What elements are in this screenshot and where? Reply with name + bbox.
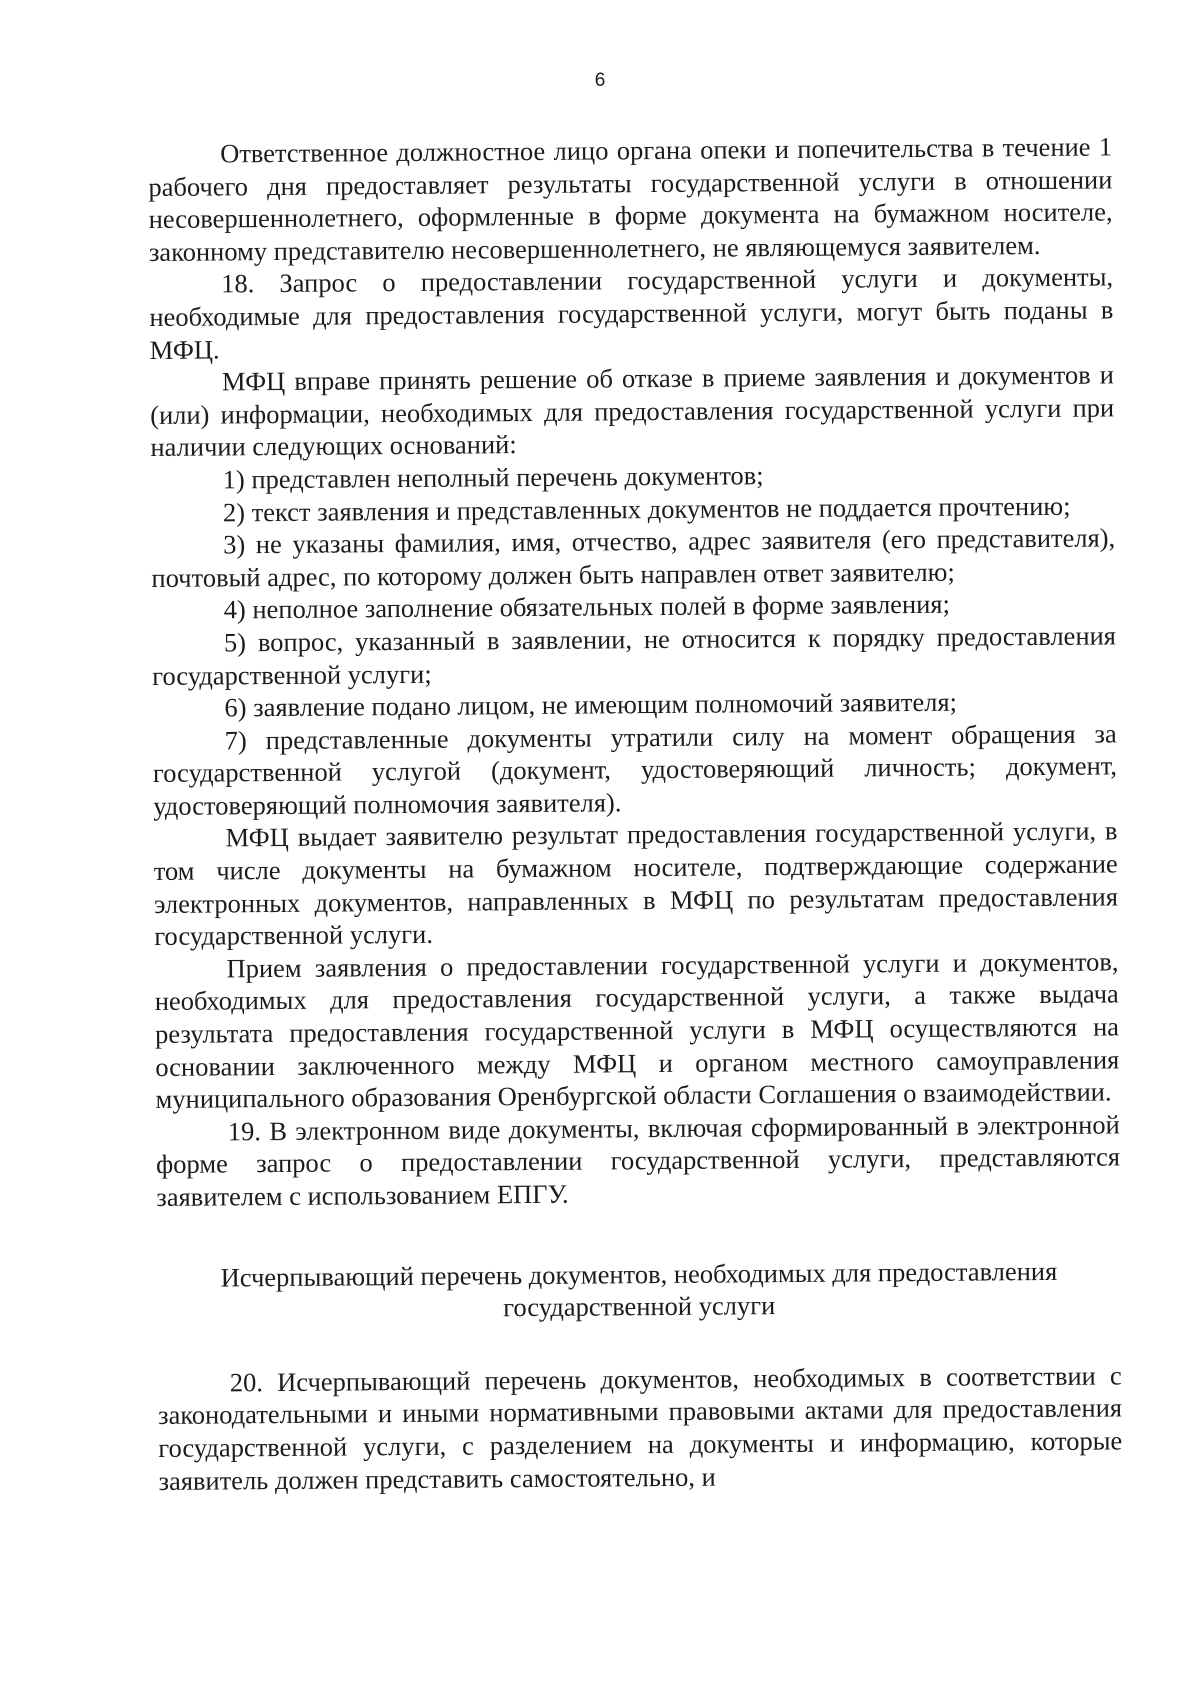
paragraph-guardian-result: Ответственное должностное лицо органа опеки и попечительства в течение 1 рабочего дня предоставляет результаты государственной услуги в отношении несовершеннолетнего, оформленные в форме документа на бумажном носителе, законному представителю несовершеннолетнего, не являющемуся заявителем. [148, 131, 1113, 267]
document-body [148, 130, 1123, 1497]
paragraph-mfc-issues-result: МФЦ выдает заявителю результат предоставления государственной услуги, в том числе документы на бумажном носителе, подтверждающие содержание электронных документов, направленных в МФЦ по результатам предоставления государственной услуги. [153, 815, 1119, 952]
section-heading [157, 1254, 1121, 1327]
refusal-ground-5: 5) вопрос, указанный в заявлении, не относится к порядку предоставления государственной услуги; [152, 620, 1117, 691]
refusal-ground-6: 6) заявление подано лицом, не имеющим полномочий заявителя; [224, 686, 958, 723]
paragraph-mfc-refusal: МФЦ вправе принять решение об отказе в приеме заявления и документов и (или) информации, необходимых для предоставления государственной услуги при наличии следующих оснований: [150, 359, 1115, 463]
paragraph-18: 18. Запрос о предоставлении государственной услуги и документы, необходимые для предоставления государственной услуги, могут быть поданы в МФЦ. [149, 261, 1114, 365]
refusal-ground-3: 3) не указаны фамилия, имя, отчество, адрес заявителя (его представителя), почтовый адрес, по которому должен быть направлен ответ заявителю; [151, 522, 1116, 593]
paragraph-20: 20. Исчерпывающий перечень документов, необходимых в соответствии с законодательными и иными нормативными правовыми актами для предоставления государственной услуги, с разделением на документы и информацию, которые заявитель должен представить самостоятельно, и [157, 1360, 1123, 1496]
section-heading-line-1: Исчерпывающий перечень документов, необходимых для предоставления [220, 1255, 1058, 1293]
page-number: 6 [594, 70, 606, 91]
paragraph-19: 19. В электронном виде документы, включая сформированный в электронной форме запрос о предоставлении государственной услуги, представляются заявителем с использованием ЕПГУ. [155, 1109, 1121, 1212]
paragraph-mfc-agreement: Прием заявления о предоставлении государственной услуги и документов, необходимых для предоставления государственной услуги, а также выдача результата предоставления государственной услуги в МФЦ осуществляются на основании заключенного между МФЦ и органом местного самоуправления муниципального образования Оренбургской области Соглашения о взаимодействии. [154, 946, 1120, 1115]
refusal-ground-4: 4) неполное заполнение обязательных полей в форме заявления; [223, 589, 951, 625]
refusal-ground-2: 2) текст заявления и представленных документов не поддается прочтению; [222, 490, 1071, 527]
section-heading-line-2: государственной услуги [503, 1290, 776, 1323]
refusal-ground-7: 7) представленные документы утратили силу на момент обращения за государственной услугой (документ, удостоверяющий личность; документ, удостоверяющий полномочия заявителя). [152, 718, 1118, 821]
refusal-ground-1: 1) представлен неполный перечень документов; [222, 460, 764, 495]
